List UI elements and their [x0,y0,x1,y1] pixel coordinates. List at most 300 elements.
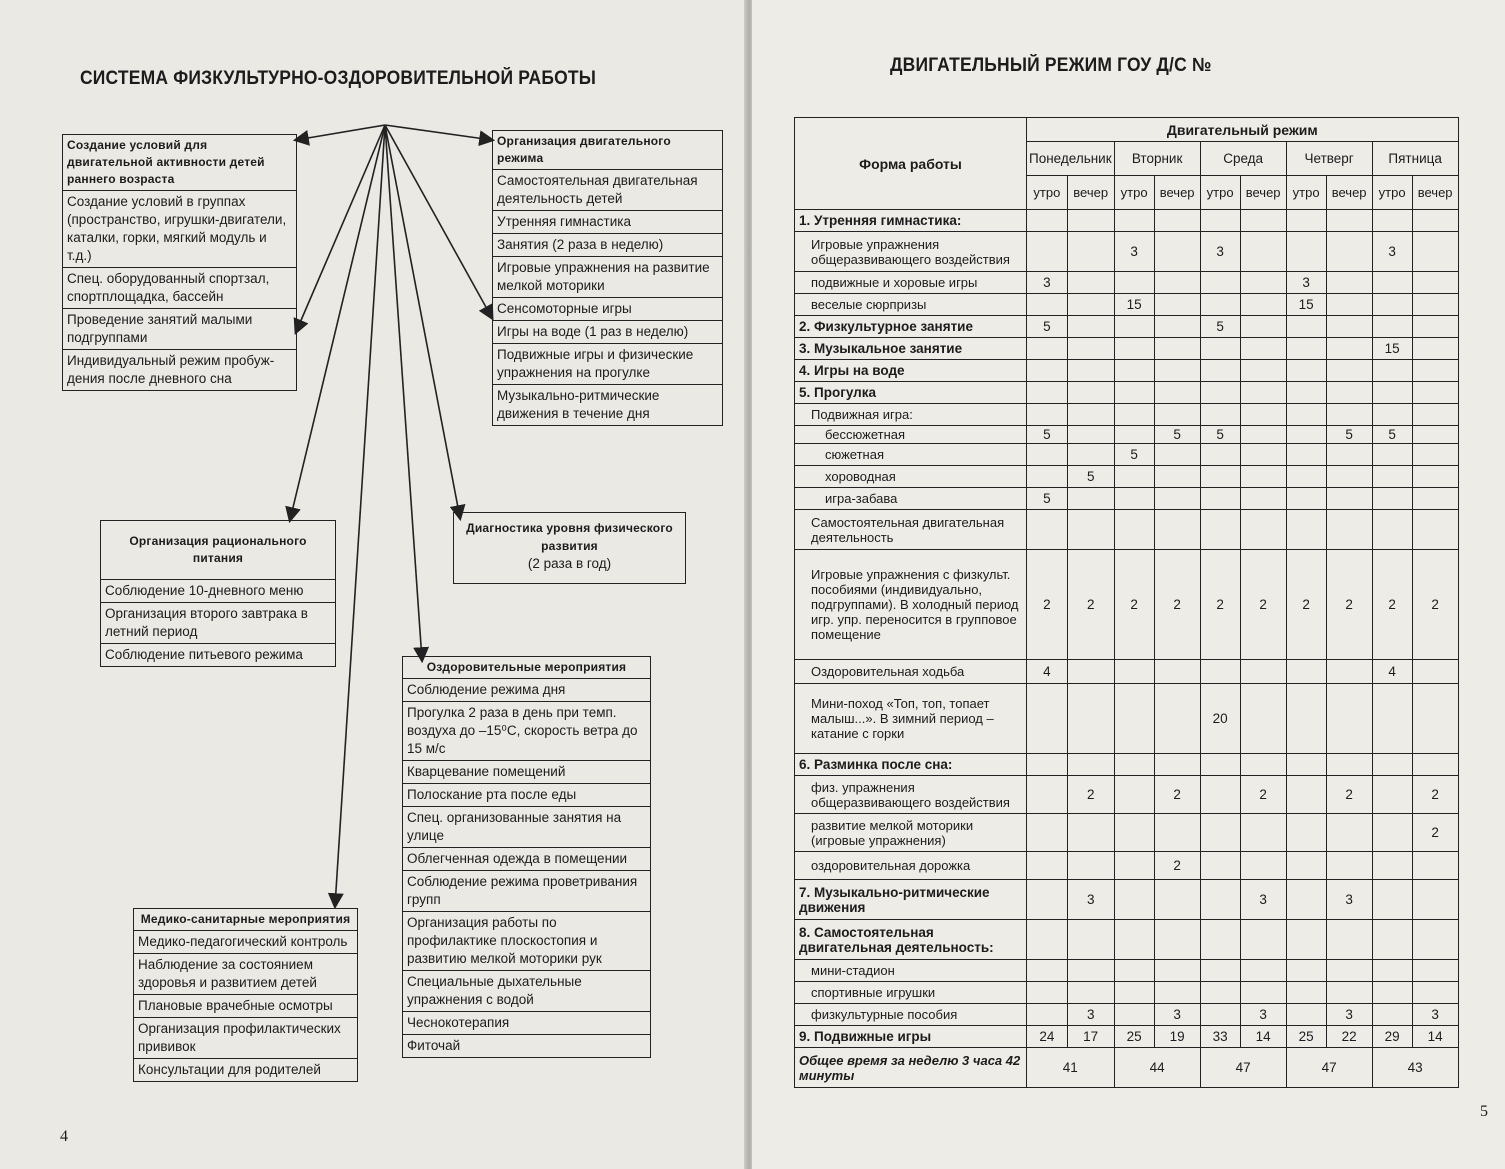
value-cell [1372,360,1412,382]
value-cell: 4 [1372,660,1412,684]
value-cell [1067,316,1114,338]
value-cell [1326,814,1372,852]
value-cell [1200,360,1240,382]
row-label: развитие мелкой моторики (игровые упражнения) [795,814,1027,852]
value-cell [1412,960,1458,982]
value-cell [1067,272,1114,294]
box-nutrition [100,520,336,667]
value-cell [1027,444,1068,466]
value-cell [1067,852,1114,880]
value-cell: 2 [1326,550,1372,660]
value-cell [1200,1004,1240,1026]
box-nutrition-item: Организация второго завтрака в летний период [101,602,335,643]
motor-regime-table [794,117,1459,1088]
value-cell: 15 [1114,294,1154,316]
value-cell [1114,920,1154,960]
value-cell: 2 [1027,550,1068,660]
value-cell [1372,754,1412,776]
value-cell [1286,1004,1326,1026]
value-cell [1154,444,1200,466]
box-nutrition-item: Соблюдение 10-дневного меню [101,579,335,602]
box-regime-item: Самостоятельная двигательная деятельность детей [493,169,722,210]
table-row [795,754,1459,776]
value-cell [1326,294,1372,316]
total-row [795,1048,1459,1088]
value-cell: 15 [1372,338,1412,360]
box-medical-item: Консультации для родителей [134,1058,357,1081]
value-cell [1326,920,1372,960]
value-cell [1114,210,1154,232]
box-motor-conditions [62,134,297,391]
box-regime-item: Занятия (2 раза в неделю) [493,233,722,256]
value-cell: 5 [1200,316,1240,338]
value-cell [1067,382,1114,404]
evening-header: вечер [1067,176,1114,210]
value-cell [1154,920,1200,960]
value-cell [1154,338,1200,360]
value-cell [1286,488,1326,510]
evening-header: вечер [1326,176,1372,210]
value-cell [1154,982,1200,1004]
value-cell [1326,960,1372,982]
evening-header: вечер [1240,176,1286,210]
value-cell: 5 [1154,426,1200,444]
value-cell [1200,404,1240,426]
value-cell [1027,510,1068,550]
value-cell [1412,444,1458,466]
value-cell: 2 [1154,550,1200,660]
value-cell [1114,960,1154,982]
value-cell [1240,316,1286,338]
value-cell [1154,960,1200,982]
value-cell [1372,444,1412,466]
value-cell [1412,660,1458,684]
value-cell [1114,316,1154,338]
value-cell [1240,232,1286,272]
value-cell [1200,466,1240,488]
table-row [795,316,1459,338]
value-cell [1067,982,1114,1004]
row-label: подвижные и хоровые игры [795,272,1027,294]
value-cell: 5 [1027,426,1068,444]
value-cell [1154,880,1200,920]
box-medical-header: Медико-санитарные мероприятия [140,912,351,926]
value-cell [1114,382,1154,404]
value-cell [1027,920,1068,960]
morning-header: утро [1200,176,1240,210]
row-label: 7. Музыкально-ритмические движения [795,880,1027,920]
value-cell [1412,920,1458,960]
value-cell [1200,294,1240,316]
evening-header: вечер [1154,176,1200,210]
value-cell [1067,294,1114,316]
value-cell [1286,814,1326,852]
morning-header: утро [1372,176,1412,210]
value-cell [1114,466,1154,488]
value-cell: 3 [1154,1004,1200,1026]
value-cell [1326,232,1372,272]
value-cell: 5 [1200,426,1240,444]
box-health-item: Фиточай [403,1034,650,1057]
value-cell [1067,684,1114,754]
value-cell [1286,404,1326,426]
value-cell [1372,510,1412,550]
table-row [795,382,1459,404]
value-cell [1027,1004,1068,1026]
value-cell [1326,852,1372,880]
box-health-item: Полоскание рта после еды [403,783,650,806]
value-cell [1286,982,1326,1004]
col-form-header: Форма работы [795,118,1027,210]
value-cell [1286,210,1326,232]
value-cell [1154,210,1200,232]
value-cell [1114,814,1154,852]
value-cell: 2 [1240,550,1286,660]
value-cell [1240,466,1286,488]
value-cell [1027,382,1068,404]
table-row [795,852,1459,880]
value-cell [1114,1004,1154,1026]
value-cell: 5 [1067,466,1114,488]
table-row [795,488,1459,510]
box-health-item: Спец. организованные занятия на улице [403,806,650,847]
day-total-cell: 41 [1027,1048,1115,1088]
value-cell: 2 [1154,852,1200,880]
value-cell [1067,426,1114,444]
value-cell [1114,426,1154,444]
value-cell: 3 [1067,1004,1114,1026]
value-cell [1154,272,1200,294]
box-conditions-header: Создание условий для двигательной активности детей раннего возраста [67,138,265,186]
table-row [795,338,1459,360]
value-cell [1372,488,1412,510]
box-regime-item: Игры на воде (1 раз в неделю) [493,320,722,343]
value-cell: 20 [1200,684,1240,754]
row-label: хороводная [795,466,1027,488]
value-cell [1067,660,1114,684]
value-cell [1372,684,1412,754]
value-cell [1412,684,1458,754]
row-label: 4. Игры на воде [795,360,1027,382]
value-cell [1372,982,1412,1004]
left-page-title: СИСТЕМА ФИЗКУЛЬТУРНО-ОЗДОРОВИТЕЛЬНОЙ РАБОТЫ [80,68,597,89]
value-cell [1372,404,1412,426]
value-cell [1286,444,1326,466]
box-diagnostics-header: Диагностика уровня физического развития [466,521,673,553]
value-cell [1154,754,1200,776]
value-cell [1200,880,1240,920]
value-cell [1326,272,1372,294]
box-regime-item: Утренняя гимнастика [493,210,722,233]
evening-header: вечер [1412,176,1458,210]
value-cell [1154,814,1200,852]
table-row [795,272,1459,294]
value-cell [1240,382,1286,404]
value-cell: 14 [1240,1026,1286,1048]
value-cell [1200,382,1240,404]
total-label: Общее время за неделю 3 часа 42 минуты [795,1048,1027,1088]
morning-header: утро [1286,176,1326,210]
row-label: бессюжетная [795,426,1027,444]
table-row [795,920,1459,960]
table-row [795,426,1459,444]
box-regime-item: Музыкально-ритмические движения в течение дня [493,384,722,425]
box-conditions-item: Индивидуальный режим пробуж-дения после дневного сна [63,349,296,390]
value-cell: 3 [1200,232,1240,272]
value-cell [1286,960,1326,982]
value-cell [1067,210,1114,232]
value-cell [1027,754,1068,776]
value-cell [1326,316,1372,338]
value-cell [1027,404,1068,426]
box-health-item: Соблюдение режима дня [403,678,650,701]
value-cell [1326,444,1372,466]
value-cell: 2 [1412,776,1458,814]
value-cell [1240,510,1286,550]
day-header: Среда [1200,142,1286,176]
box-diagnostics [453,512,686,584]
value-cell [1240,426,1286,444]
value-cell [1154,316,1200,338]
box-nutrition-item: Соблюдение питьевого режима [101,643,335,666]
value-cell: 2 [1067,550,1114,660]
value-cell [1154,294,1200,316]
value-cell [1240,294,1286,316]
value-cell: 19 [1154,1026,1200,1048]
box-regime-item: Сенсомоторные игры [493,297,722,320]
box-health-item: Прогулка 2 раза в день при темп. воздуха до –15⁰С, скорость ветра до 15 м/с [403,701,650,760]
row-label: Оздоровительная ходьба [795,660,1027,684]
value-cell [1412,466,1458,488]
value-cell [1286,338,1326,360]
value-cell [1114,660,1154,684]
value-cell [1372,880,1412,920]
day-header: Четверг [1286,142,1372,176]
value-cell: 22 [1326,1026,1372,1048]
box-medical-item: Наблюдение за состоянием здоровья и развитием детей [134,953,357,994]
value-cell [1200,338,1240,360]
value-cell [1326,338,1372,360]
value-cell: 2 [1372,550,1412,660]
value-cell [1412,404,1458,426]
value-cell: 4 [1027,660,1068,684]
value-cell [1240,660,1286,684]
row-label: физ. упражнения общеразвивающего воздействия [795,776,1027,814]
value-cell: 5 [1114,444,1154,466]
value-cell [1154,488,1200,510]
value-cell: 5 [1027,316,1068,338]
day-total-cell: 44 [1114,1048,1200,1088]
table-row [795,510,1459,550]
value-cell [1412,316,1458,338]
box-regime-item: Игровые упражнения на развитие мелкой моторики [493,256,722,297]
value-cell [1372,272,1412,294]
table-row [795,814,1459,852]
value-cell [1286,316,1326,338]
value-cell: 5 [1372,426,1412,444]
value-cell [1067,920,1114,960]
value-cell [1027,232,1068,272]
value-cell [1286,660,1326,684]
value-cell [1372,466,1412,488]
value-cell [1372,852,1412,880]
value-cell [1114,360,1154,382]
value-cell [1154,360,1200,382]
value-cell [1326,382,1372,404]
value-cell [1200,488,1240,510]
value-cell [1240,272,1286,294]
value-cell [1412,488,1458,510]
value-cell [1200,814,1240,852]
value-cell: 3 [1372,232,1412,272]
morning-header: утро [1027,176,1068,210]
row-label: мини-стадион [795,960,1027,982]
value-cell [1114,982,1154,1004]
box-medical-measures [133,908,358,1082]
value-cell [1027,360,1068,382]
row-label: 8. Самостоятельная двигательная деятельность: [795,920,1027,960]
value-cell [1027,210,1068,232]
value-cell [1326,684,1372,754]
value-cell [1412,382,1458,404]
value-cell [1114,880,1154,920]
value-cell: 3 [1326,1004,1372,1026]
box-motor-regime [492,130,723,426]
table-row [795,684,1459,754]
value-cell [1326,360,1372,382]
value-cell [1154,466,1200,488]
right-page-number: 5 [1480,1103,1488,1120]
value-cell: 2 [1154,776,1200,814]
value-cell [1114,272,1154,294]
value-cell: 2 [1286,550,1326,660]
value-cell [1200,982,1240,1004]
value-cell [1067,488,1114,510]
box-conditions-item: Спец. оборудованный спортзал, спортплощадка, бассейн [63,267,296,308]
value-cell [1240,338,1286,360]
value-cell [1067,444,1114,466]
table-row [795,294,1459,316]
value-cell [1114,776,1154,814]
value-cell [1326,404,1372,426]
value-cell [1240,814,1286,852]
table-row [795,880,1459,920]
value-cell: 14 [1412,1026,1458,1048]
box-diagnostics-note: (2 раза в год) [527,556,612,571]
box-medical-item: Медико-педагогический контроль [134,930,357,953]
value-cell [1286,232,1326,272]
row-label: спортивные игрушки [795,982,1027,1004]
value-cell [1027,852,1068,880]
left-page [0,0,748,1169]
value-cell [1027,776,1068,814]
value-cell [1372,1004,1412,1026]
value-cell [1240,960,1286,982]
row-label: Игровые упражнения с физкульт. пособиями (индивидуально, подгруппами). В холодный период игр. упр. переносится в групповое помещение [795,550,1027,660]
value-cell: 29 [1372,1026,1412,1048]
row-label: веселые сюрпризы [795,294,1027,316]
value-cell [1154,684,1200,754]
value-cell [1114,852,1154,880]
row-label: оздоровительная дорожка [795,852,1027,880]
row-label: 6. Разминка после сна: [795,754,1027,776]
value-cell [1326,466,1372,488]
value-cell: 2 [1240,776,1286,814]
table-row [795,776,1459,814]
value-cell [1286,382,1326,404]
row-label: Мини-поход «Топ, топ, топает малыш...». В зимний период – катание с горки [795,684,1027,754]
value-cell [1200,776,1240,814]
row-label: 2. Физкультурное занятие [795,316,1027,338]
value-cell [1027,814,1068,852]
day-total-cell: 43 [1372,1048,1458,1088]
value-cell [1067,960,1114,982]
value-cell: 24 [1027,1026,1068,1048]
value-cell: 2 [1412,814,1458,852]
value-cell: 2 [1326,776,1372,814]
row-label: 1. Утренняя гимнастика: [795,210,1027,232]
value-cell [1154,382,1200,404]
value-cell [1240,444,1286,466]
value-cell [1067,814,1114,852]
value-cell [1067,360,1114,382]
value-cell [1326,488,1372,510]
value-cell [1200,754,1240,776]
value-cell [1154,232,1200,272]
row-label: Самостоятельная двигательная деятельность [795,510,1027,550]
table-row [795,550,1459,660]
table-row [795,210,1459,232]
value-cell [1412,510,1458,550]
value-cell [1412,294,1458,316]
value-cell [1200,960,1240,982]
value-cell [1240,210,1286,232]
box-health-item: Специальные дыхательные упражнения с водой [403,970,650,1011]
value-cell [1200,272,1240,294]
value-cell [1326,754,1372,776]
box-conditions-item: Проведение занятий малыми подгруппами [63,308,296,349]
value-cell [1286,360,1326,382]
value-cell [1286,426,1326,444]
value-cell [1067,510,1114,550]
box-health-item: Кварцевание помещений [403,760,650,783]
value-cell: 3 [1240,1004,1286,1026]
value-cell [1067,232,1114,272]
value-cell [1154,404,1200,426]
value-cell [1027,880,1068,920]
value-cell: 3 [1412,1004,1458,1026]
table-row [795,982,1459,1004]
box-health-measures [402,656,651,1058]
value-cell [1372,316,1412,338]
value-cell [1412,210,1458,232]
value-cell: 17 [1067,1026,1114,1048]
value-cell [1200,852,1240,880]
row-label: сюжетная [795,444,1027,466]
value-cell: 15 [1286,294,1326,316]
table-row [795,960,1459,982]
box-medical-item: Плановые врачебные осмотры [134,994,357,1017]
left-page-number: 4 [60,1128,68,1145]
value-cell [1114,754,1154,776]
box-health-header: Оздоровительные мероприятия [426,660,627,674]
row-label: 9. Подвижные игры [795,1026,1027,1048]
value-cell: 33 [1200,1026,1240,1048]
value-cell [1412,426,1458,444]
value-cell [1200,444,1240,466]
value-cell: 2 [1067,776,1114,814]
value-cell [1412,338,1458,360]
